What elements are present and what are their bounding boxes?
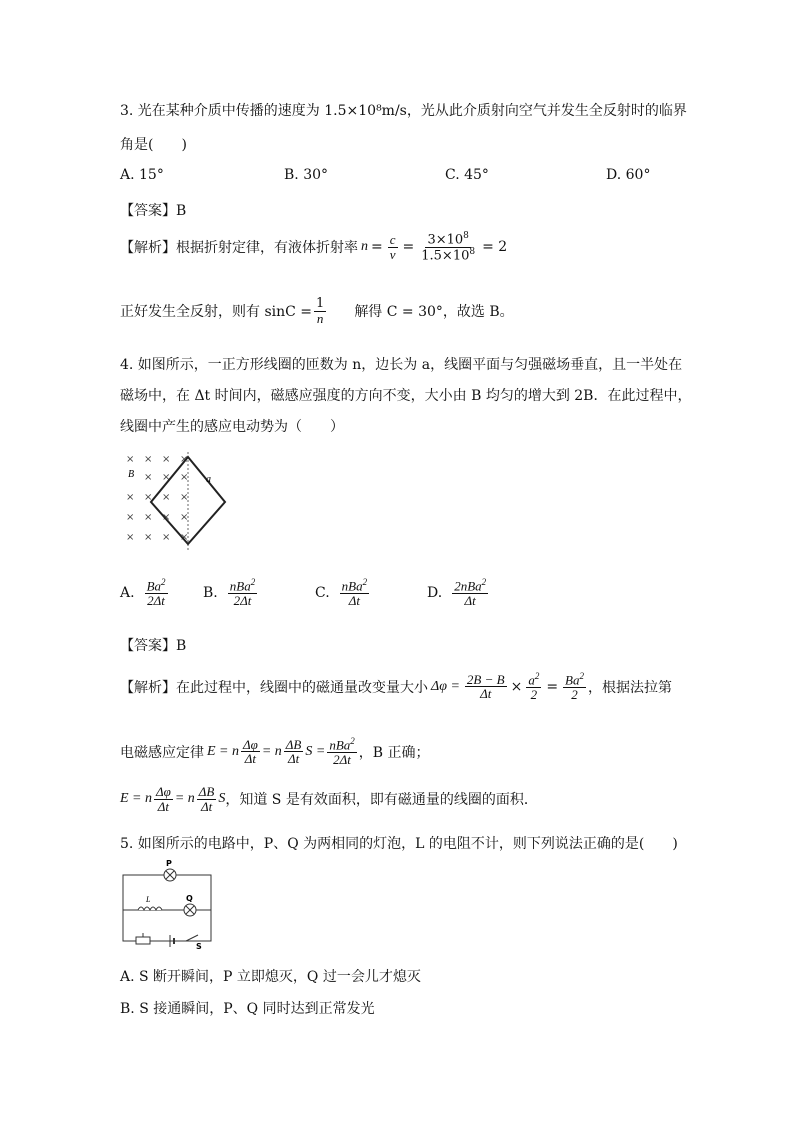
q5-label-l: L xyxy=(146,895,151,904)
svg-text:×: × xyxy=(126,532,135,543)
q4-law-frac3-den: 2Δt xyxy=(333,751,351,767)
q4-note-text: ，知道 S 是有效面积，即有磁通量的线圈的面积． xyxy=(225,792,538,809)
q4-frac3 xyxy=(563,672,586,702)
q4-option-c-frac xyxy=(340,578,369,608)
q4-law-frac3-exp: 2 xyxy=(350,736,355,746)
q3-frac-1n xyxy=(314,297,326,325)
q4-frac2-num: a xyxy=(528,672,535,688)
q4-stem-line2: 磁场中，在 Δt 时间内，磁感应强度的方向不变，大小由 B 均匀的增大到 2B．在此过程中， xyxy=(120,388,692,404)
q4-option-b-den: 2Δt xyxy=(233,592,252,608)
q4-law-mid: = n xyxy=(261,743,282,759)
q4-law-frac1-num: Δφ xyxy=(243,736,258,752)
q4-option-c-num: nBa xyxy=(341,578,363,594)
q4-option-b xyxy=(203,578,259,608)
q4-law-frac2 xyxy=(284,738,304,766)
q4-law-frac1-den: Δt xyxy=(244,751,257,767)
q3-line2-result: 解得 C = 30°，故选 B。 xyxy=(354,304,514,321)
q5-stem: 5. 如图所示的电路中，P、Q 为两相同的灯泡，L 的电阻不计，则下列说法正确的是( ) xyxy=(120,836,678,852)
q4-law-frac2-num: ΔB xyxy=(285,736,302,752)
q3-conclusion-line xyxy=(120,297,514,325)
svg-text:×: × xyxy=(162,532,171,543)
q4-figure-label-b: B xyxy=(128,469,135,480)
q3-line2-text: 正好发生全反射，则有 sinC = xyxy=(120,304,313,321)
svg-text:×: × xyxy=(180,492,189,503)
q5-label-p: P xyxy=(166,859,172,868)
q4-option-b-frac xyxy=(228,578,257,608)
q3-frac-num: 3×10 xyxy=(427,232,464,248)
q4-option-a-frac xyxy=(145,578,168,608)
q3-frac-c: c xyxy=(389,232,396,248)
q4-option-d-num: 2nBa xyxy=(454,578,482,594)
q3-exp-num: 8 xyxy=(463,231,469,241)
q4-option-b-num: nBa xyxy=(229,578,251,594)
q3-frac-n: n xyxy=(316,310,324,326)
q4-option-d-den: Δt xyxy=(464,592,476,608)
q4-figure-label-a: a xyxy=(206,474,211,485)
q3-stem-line2: 角是( ) xyxy=(120,137,187,153)
q4-option-c-exp: 2 xyxy=(362,577,368,587)
q4-stem-line1: 4. 如图所示，一正方形线圈的匝数为 n，边长为 a，线圈平面与匀强磁场垂直，且一半处在 xyxy=(120,357,683,373)
q4-option-c xyxy=(315,578,371,608)
q4-frac1-den: Δt xyxy=(480,686,492,702)
q4-frac3-num: Ba xyxy=(565,672,580,688)
q4-option-a-exp: 2 xyxy=(161,577,166,587)
svg-text:×: × xyxy=(144,472,153,483)
q4-note-line xyxy=(120,785,538,813)
q4-law-frac1 xyxy=(241,738,260,766)
q4-frac1-num: 2B − B xyxy=(466,671,505,687)
svg-text:×: × xyxy=(162,454,171,465)
q3-frac-cv xyxy=(388,233,398,261)
svg-text:×: × xyxy=(126,492,135,503)
q4-analysis-prefix: 【解析】在此过程中，线圈中的磁通量改变量大小 xyxy=(120,679,428,696)
q4-frac2-den: 2 xyxy=(530,686,538,702)
q4-option-d xyxy=(427,578,490,608)
q4-option-c-label: C. xyxy=(315,584,330,601)
q5-label-s: S xyxy=(196,942,202,950)
svg-text:×: × xyxy=(126,454,135,465)
q4-law-line xyxy=(120,737,430,767)
q4-option-a xyxy=(120,578,170,608)
q3-analysis-line: 【解析】根据折射定律，有液体折射率 n = $\frac{c}{v}$ = $\frac{3\times 10^8}{1.5\times 10^8}$ = 2 xyxy=(120,231,508,264)
q4-law-e: E = n xyxy=(207,743,239,759)
q5-label-q: Q xyxy=(186,894,193,903)
q3-exp-den: 8 xyxy=(469,246,476,257)
q4-stem-line3: 线圈中产生的感应电动势为（ ） xyxy=(120,419,344,435)
q4-magnetic-field-figure xyxy=(118,452,233,552)
q4-law-suffix: ，B 正确； xyxy=(358,744,430,761)
q4-analysis-suffix: ，根据法拉第 xyxy=(588,679,672,696)
svg-text:×: × xyxy=(144,512,153,523)
q4-note-frac2-den: Δt xyxy=(200,798,213,814)
q5-circuit-diagram xyxy=(118,855,218,950)
svg-text:×: × xyxy=(180,532,189,543)
q4-law-frac3 xyxy=(327,737,356,767)
q4-answer: 【答案】B xyxy=(120,638,187,654)
svg-text:×: × xyxy=(162,472,171,483)
q4-option-d-frac xyxy=(452,578,488,608)
q3-answer: 【答案】B xyxy=(120,203,187,219)
q3-stem-line1: 3. 光在某种介质中传播的速度为 1.5×10⁸m/s，光从此介质射向空气并发生全反射时的临界 xyxy=(120,103,687,119)
q5-circuit-frame xyxy=(123,875,211,941)
q3-analysis-label: 【解析】根据折射定律，有液体折射率 xyxy=(120,240,358,257)
q4-note-frac1-num: Δφ xyxy=(156,784,171,799)
q5-inductor-l xyxy=(138,907,162,910)
q4-note-frac2-num: ΔB xyxy=(198,784,215,799)
q3-frac-value xyxy=(419,232,477,263)
q4-note-frac1-den: Δt xyxy=(157,798,170,814)
q5-option-a: A. S 断开瞬间，P 立即熄灭，Q 过一会儿才熄灭 xyxy=(120,969,421,985)
svg-text:×: × xyxy=(162,512,171,523)
q4-option-b-label: B. xyxy=(203,584,218,601)
q4-dphi: Δφ = xyxy=(431,678,460,694)
svg-text:×: × xyxy=(126,512,135,523)
q4-analysis-line: 【解析】在此过程中，线圈中的磁通量改变量大小 Δφ = $\frac{2B - B}{\Delta t}$ × $\frac{a^2}{2}$ = $\frac{Ba^2}{2}$ ，根据法拉第 xyxy=(120,671,672,702)
q3-option-b: B. 30° xyxy=(284,167,329,183)
q4-note-s: S xyxy=(218,791,226,807)
q4-law-prefix: 电磁感应定律 xyxy=(120,744,204,761)
svg-text:×: × xyxy=(180,472,189,483)
svg-text:×: × xyxy=(162,492,171,503)
q3-eq-result: = 2 xyxy=(482,239,508,256)
q4-law-s: S = xyxy=(305,743,326,759)
q3-eq-n: n xyxy=(361,239,368,255)
q4-law-frac2-den: Δt xyxy=(287,751,300,767)
q5-lamp-q xyxy=(184,904,196,916)
q4-frac2-exp: 2 xyxy=(534,671,540,681)
q4-option-b-exp: 2 xyxy=(250,577,256,587)
q4-frac1 xyxy=(465,673,507,701)
svg-text:×: × xyxy=(144,454,153,465)
q4-option-a-den: 2Δt xyxy=(147,592,165,608)
q4-note-e: E = n xyxy=(120,791,152,807)
q5-switch-s xyxy=(186,935,198,941)
svg-text:×: × xyxy=(144,492,153,503)
q3-frac-v: v xyxy=(389,246,396,262)
q4-frac3-exp: 2 xyxy=(579,671,584,681)
q3-option-a: A. 15° xyxy=(120,167,164,183)
q5-rheostat xyxy=(136,937,150,944)
q4-option-d-label: D. xyxy=(427,584,443,601)
q3-option-c: C. 45° xyxy=(445,167,489,183)
q4-option-a-label: A. xyxy=(120,584,135,601)
svg-text:×: × xyxy=(144,532,153,543)
q4-note-frac2 xyxy=(197,785,217,813)
q4-option-a-num: Ba xyxy=(146,578,162,594)
q4-option-d-exp: 2 xyxy=(481,577,487,587)
svg-text:×: × xyxy=(180,454,189,465)
q5-lamp-p xyxy=(164,869,176,881)
q3-frac-den: 1.5×10 xyxy=(421,248,470,264)
q4-option-c-den: Δt xyxy=(348,592,361,608)
q4-note-frac1 xyxy=(154,785,173,813)
q3-option-d: D. 60° xyxy=(606,167,651,183)
q4-frac2 xyxy=(526,672,541,702)
svg-text:×: × xyxy=(180,512,189,523)
q4-frac3-den: 2 xyxy=(571,686,578,702)
q4-law-frac3-num: nBa xyxy=(329,737,351,753)
q5-option-b: B. S 接通瞬间，P、Q 同时达到正常发光 xyxy=(120,1001,375,1017)
q4-note-mid: = n xyxy=(174,791,195,807)
q3-frac-one: 1 xyxy=(316,296,325,311)
